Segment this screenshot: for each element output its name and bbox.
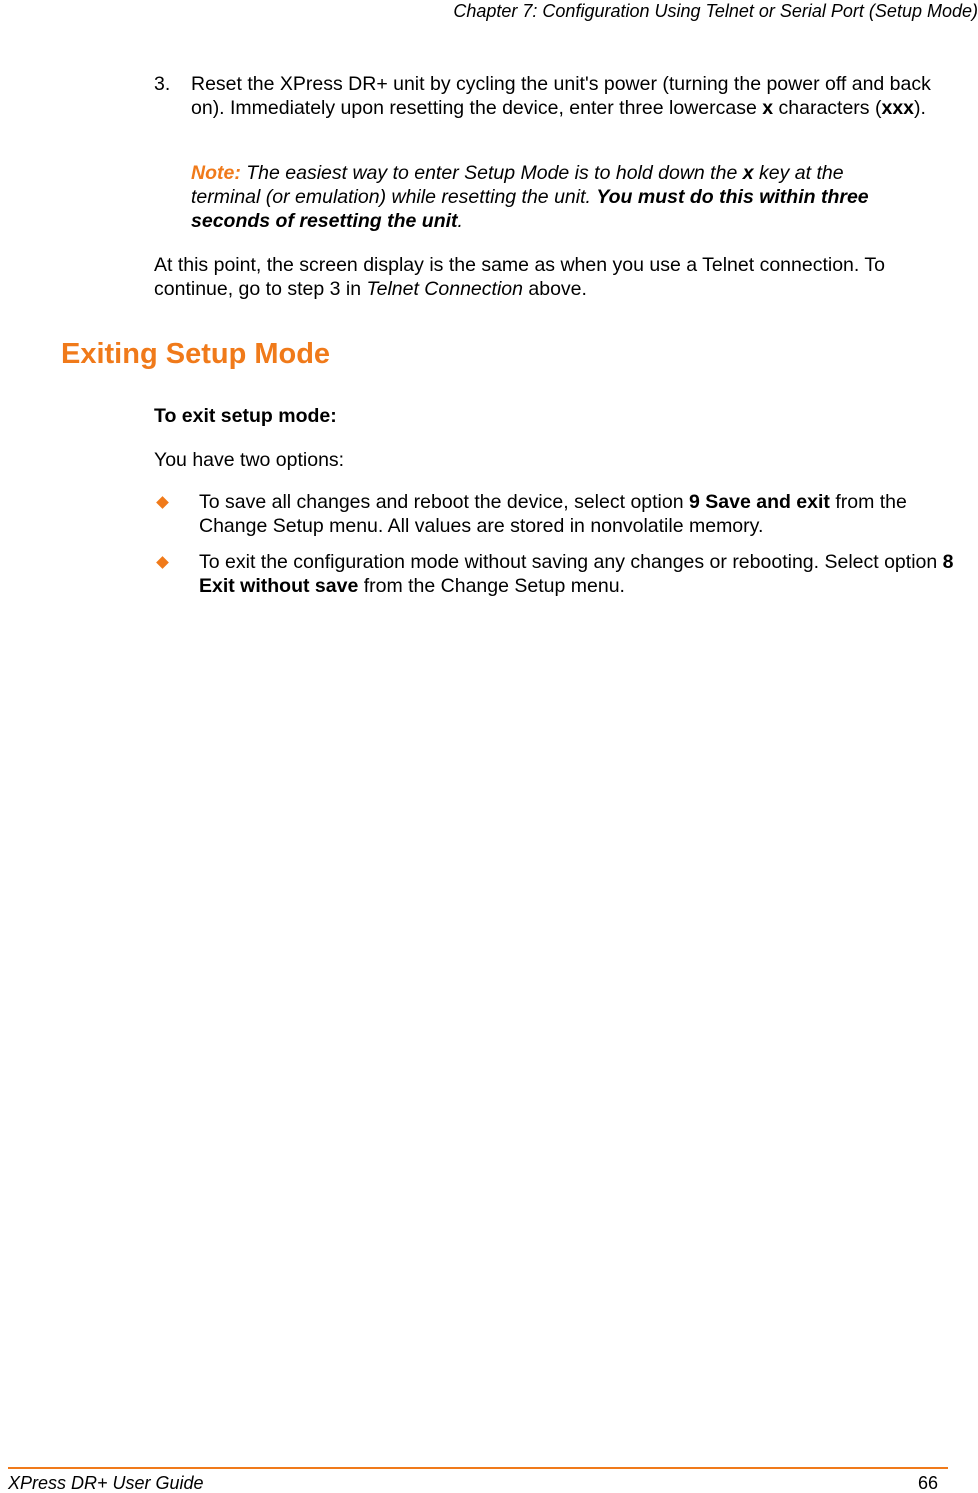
list-item: To save all changes and reboot the device, select option 9 Save and exit from the Change Setup menu. All values are stored in nonvolatile memory. [154, 490, 954, 538]
footer-divider [8, 1467, 948, 1469]
diamond-bullet-icon [156, 556, 169, 569]
chapter-title: Chapter 7: Configuration Using Telnet or Serial Port (Setup Mode) [453, 1, 978, 21]
continue-paragraph: At this point, the screen display is the same as when you use a Telnet connection. To continue, go to step 3 in Telnet Connection above. [154, 254, 885, 300]
step-text: Reset the XPress DR+ unit by cycling the unit's power (turning the power off and back on). Immediately upon resetting the device, enter three lowercase x characters (xxx). [191, 73, 931, 119]
page-header [0, 0, 978, 24]
diamond-bullet-icon [156, 496, 169, 509]
procedure-title: To exit setup mode: [154, 405, 337, 427]
telnet-connection-reference: Telnet Connection [366, 278, 523, 300]
page-number: 66 [918, 1473, 939, 1493]
note-label: Note: [191, 162, 241, 184]
note-block: Note: The easiest way to enter Setup Mode is to hold down the x key at the terminal (or emulation) while resetting the unit. You must do this within three seconds of resetting the unit. [191, 162, 869, 232]
section-heading: Exiting Setup Mode [61, 338, 331, 370]
options-intro: You have two options: [154, 449, 345, 471]
step-3 [154, 72, 954, 120]
footer-guide-title: XPress DR+ User Guide [8, 1473, 204, 1493]
list-item: To exit the configuration mode without saving any changes or rebooting. Select option 8 Exit without save from the Change Setup menu. [154, 550, 954, 598]
step-number: 3. [154, 73, 171, 95]
